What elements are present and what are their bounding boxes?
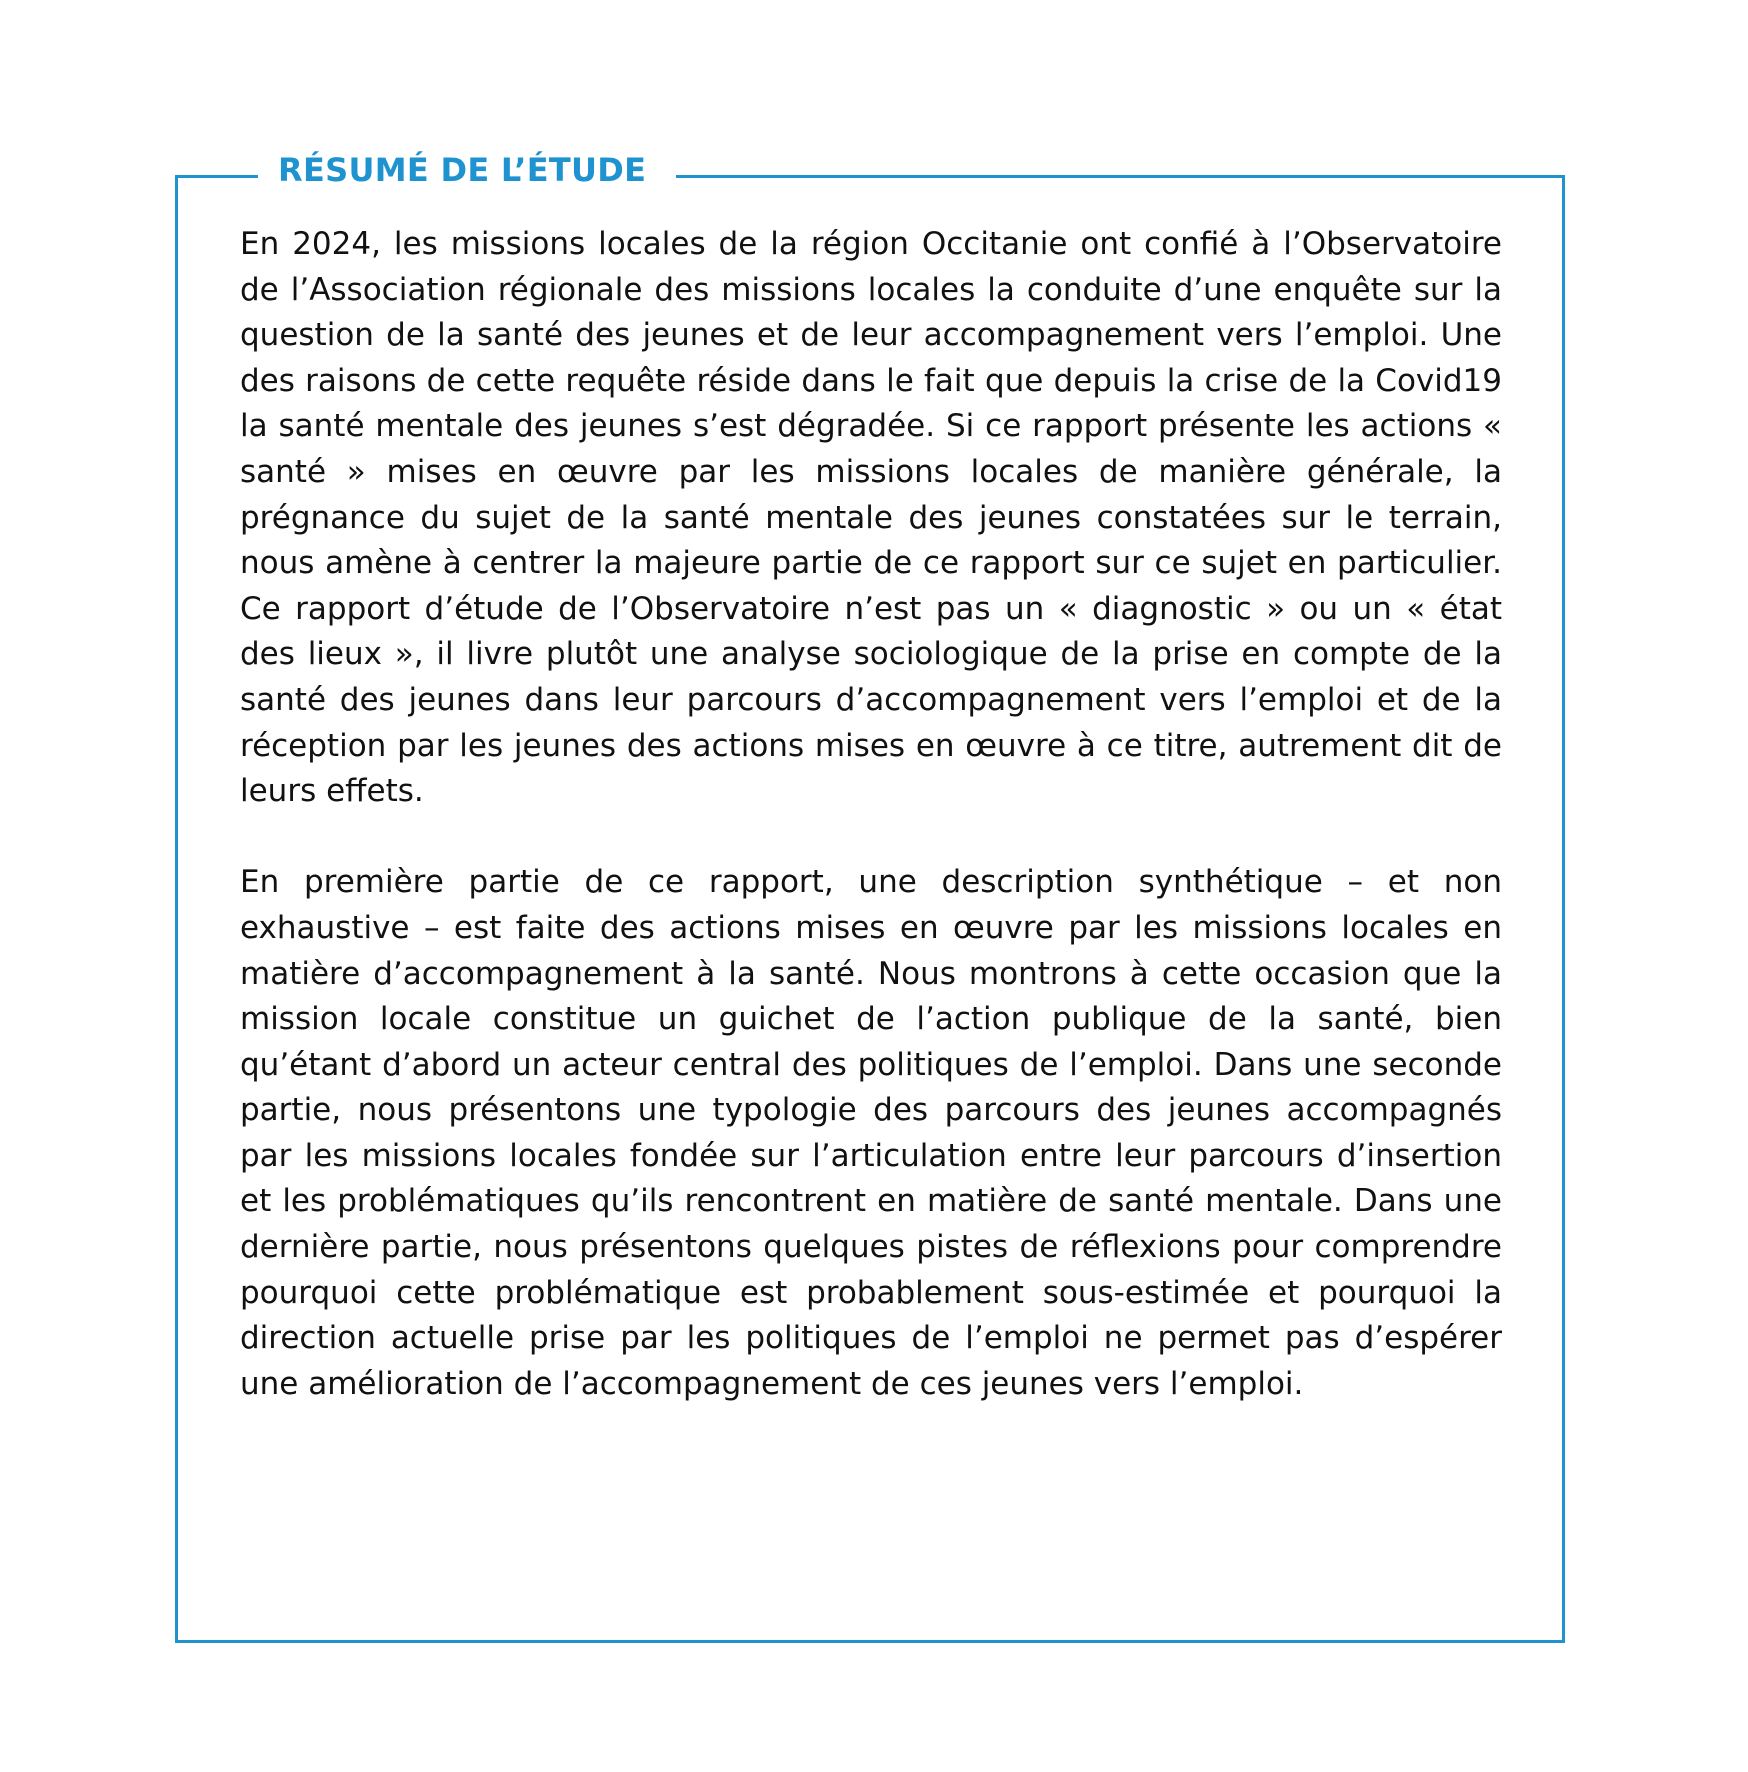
summary-paragraph-1: En 2024, les missions locales de la région Occitanie ont confié à l’Observatoire de l’Association régionale des missions locales la conduite d’une enquête sur la question de la santé des jeunes et de leur accompagnement vers l’emploi. Une des raisons de cette requête réside dans le fait que depuis la crise de la Covid19 la santé mentale des jeunes s’est dégradée. Si ce rapport présente les actions « santé » mises en œuvre par les missions locales de manière générale, la prégnance du sujet de la santé mentale des jeunes constatées sur le terrain, nous amène à centrer la majeure partie de ce rapport sur ce sujet en particulier. Ce rapport d’étude de l’Observatoire n’est pas un « diagnostic » ou un « état des lieux », il livre plutôt une analyse sociologique de la prise en compte de la santé des jeunes dans leur parcours d’accompagnement vers l’emploi et de la réception par les jeunes des actions mises en œuvre à ce titre, autrement dit de leurs effets.	[240, 226, 1502, 810]
summary-title: RÉSUMÉ DE L’ÉTUDE	[258, 148, 676, 192]
summary-paragraph-2: En première partie de ce rapport, une description synthétique – et non exhaustive – est faite des actions mises en œuvre par les missions locales en matière d’accompagnement à la santé. Nous montrons à cette occasion que la mission locale constitue un guichet de l’action publique de la santé, bien qu’étant d’abord un acteur central des politiques de l’emploi. Dans une seconde partie, nous présentons une typologie des parcours des jeunes accompagnés par les missions locales fondée sur l’articulation entre leur parcours d’insertion et les problématiques qu’ils rencontrent en matière de santé mentale. Dans une dernière partie, nous présentons quelques pistes de réflexions pour comprendre pourquoi cette problématique est probablement sous-estimée et pourquoi la direction actuelle prise par les politiques de l’emploi ne permet pas d’espérer une amélioration de l’accompagnement de ces jeunes vers l’emploi.	[240, 864, 1502, 1402]
summary-body	[240, 222, 1502, 1407]
